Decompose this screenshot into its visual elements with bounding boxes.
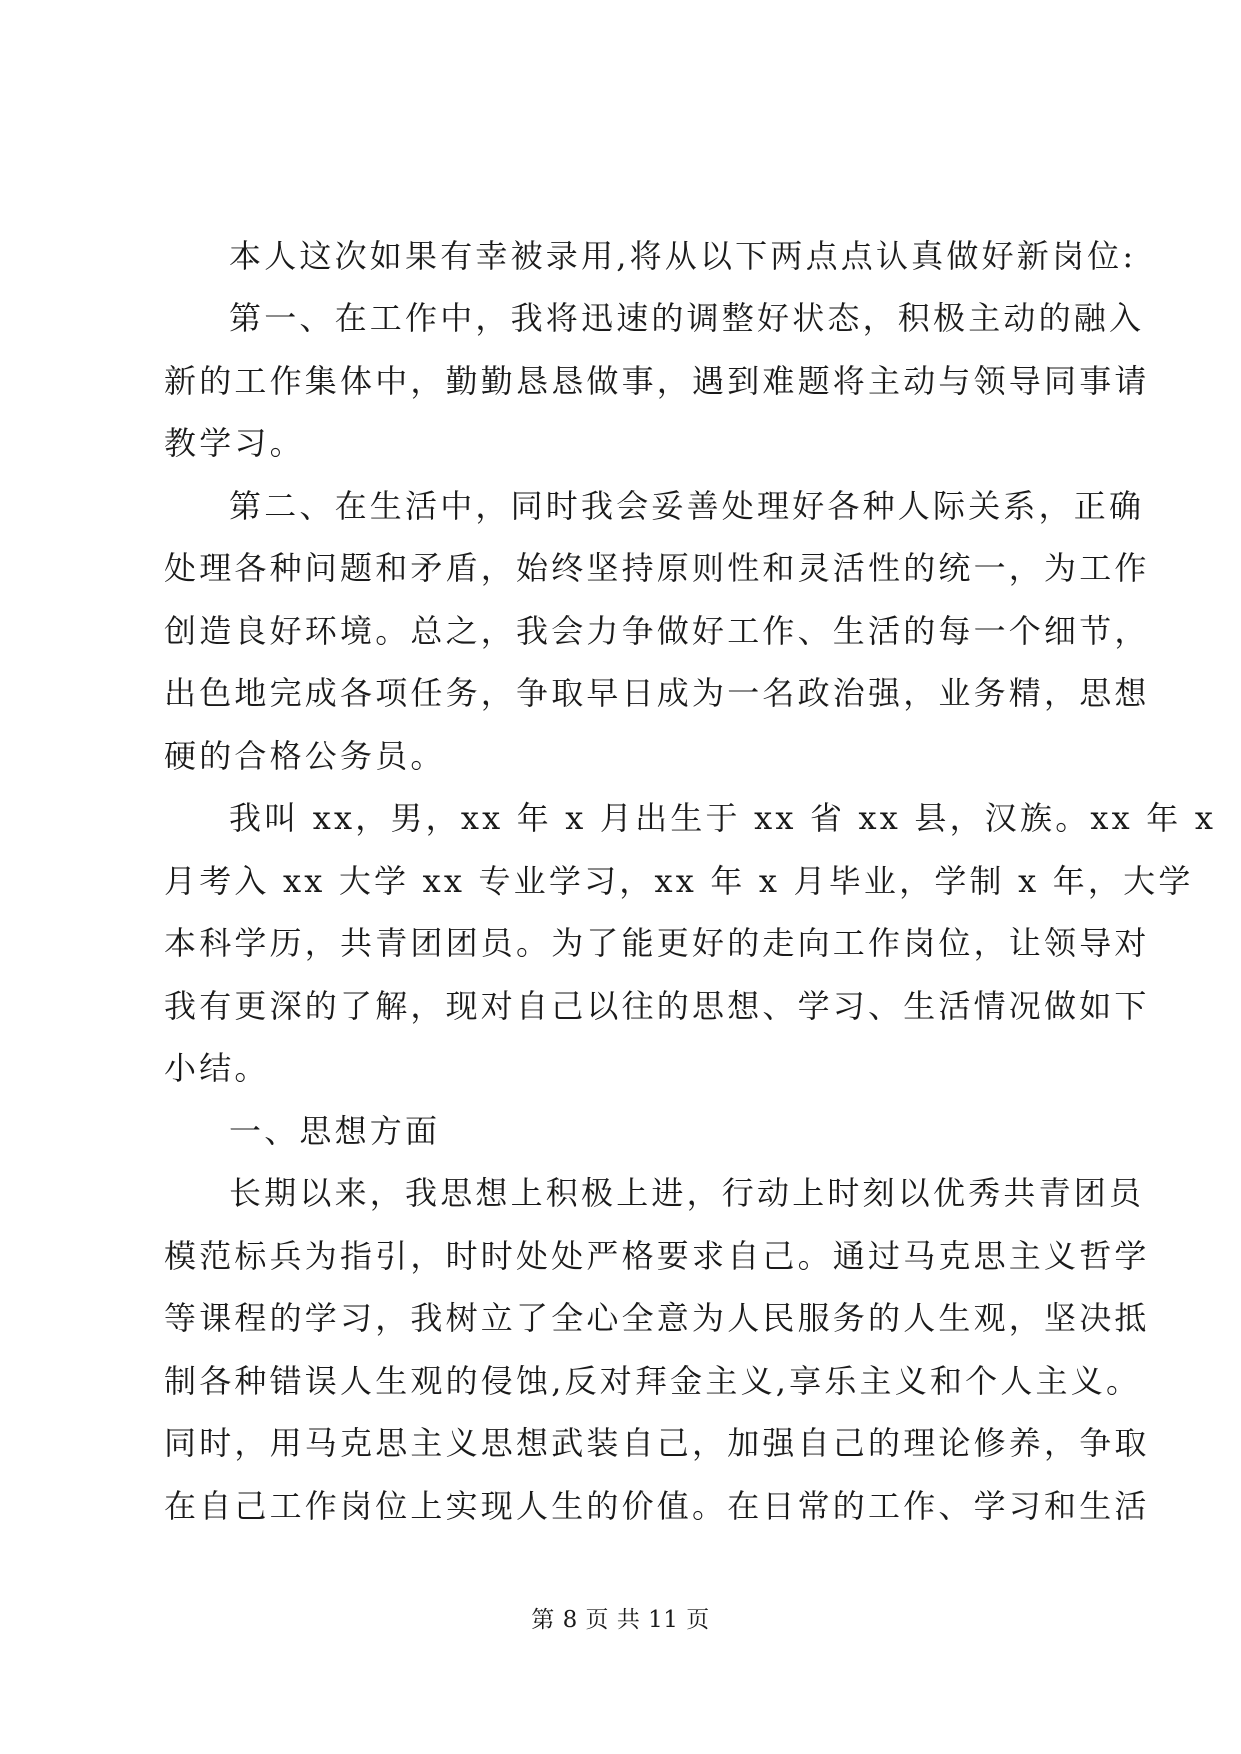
text-line: 出色地完成各项任务，争取早日成为一名政治强，业务精，思想	[164, 674, 1150, 712]
text-line: 新的工作集体中，勤勤恳恳做事，遇到难题将主动与领导同事请	[164, 362, 1150, 400]
text-line: 制各种错误人生观的侵蚀,反对拜金主义,享乐主义和个人主义。	[164, 1362, 1142, 1400]
text-line: 本人这次如果有幸被录用,将从以下两点点认真做好新岗位:	[229, 237, 1137, 275]
text-line: 创造良好环境。总之，我会力争做好工作、生活的每一个细节，	[164, 612, 1150, 650]
text-line: 教学习。	[164, 424, 305, 462]
text-line: 我有更深的了解，现对自己以往的思想、学习、生活情况做如下	[164, 987, 1150, 1025]
text-line: 在自己工作岗位上实现人生的价值。在日常的工作、学习和生活	[164, 1487, 1150, 1525]
text-line: 月考入 xx 大学 xx 专业学习，xx 年 x 月毕业，学制 x 年，大学	[164, 862, 1194, 900]
text-line: 硬的合格公务员。	[164, 737, 446, 775]
text-line: 长期以来，我思想上积极上进，行动上时刻以优秀共青团员	[229, 1174, 1145, 1212]
page-number: 第 8 页 共 11 页	[531, 1607, 710, 1633]
text-line: 同时，用马克思主义思想武装自己，加强自己的理论修养，争取	[164, 1424, 1150, 1462]
text-line: 等课程的学习，我树立了全心全意为人民服务的人生观，坚决抵	[164, 1299, 1150, 1337]
text-line: 我叫 xx，男，xx 年 x 月出生于 xx 省 xx 县，汉族。xx 年 x	[229, 799, 1217, 837]
section-heading: 一、思想方面	[229, 1112, 441, 1150]
text-line: 第一、在工作中，我将迅速的调整好状态，积极主动的融入	[229, 299, 1145, 337]
text-line: 本科学历，共青团团员。为了能更好的走向工作岗位，让领导对	[164, 924, 1150, 962]
text-line: 模范标兵为指引，时时处处严格要求自己。通过马克思主义哲学	[164, 1237, 1150, 1275]
text-line: 第二、在生活中，同时我会妥善处理好各种人际关系，正确	[229, 487, 1145, 525]
text-line: 处理各种问题和矛盾，始终坚持原则性和灵活性的统一，为工作	[164, 549, 1150, 587]
text-line: 小结。	[164, 1049, 270, 1087]
